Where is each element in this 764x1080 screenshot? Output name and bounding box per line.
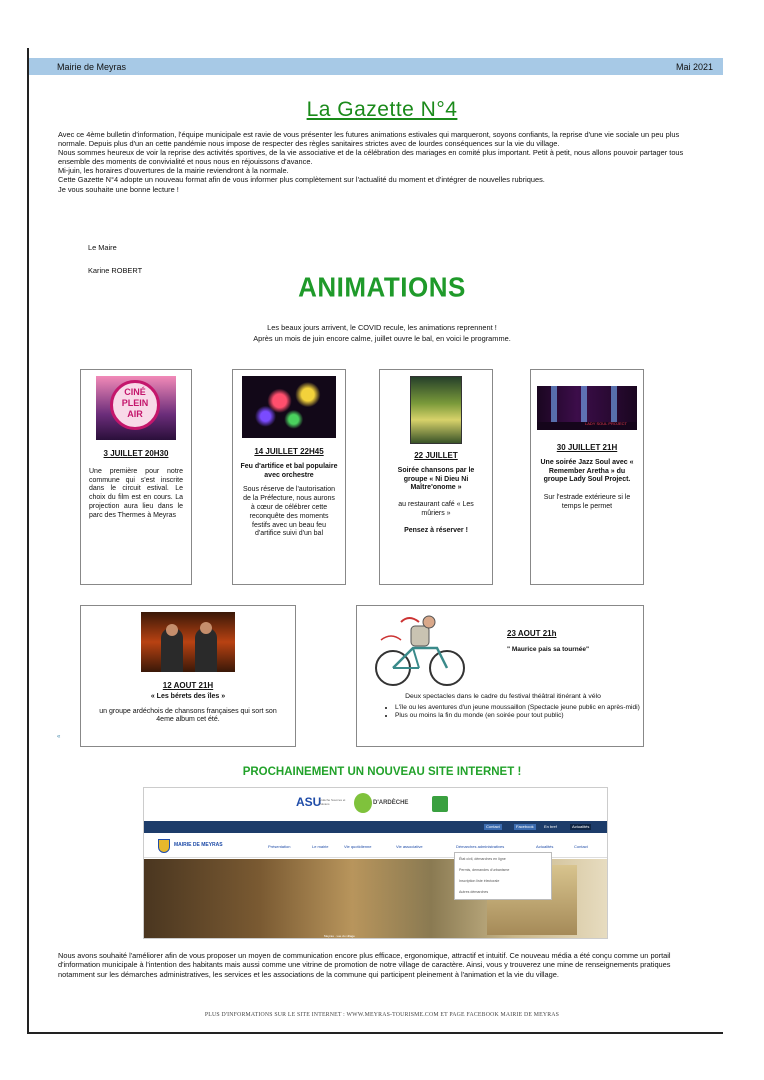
intro-paragraph: Nous sommes heureux de voir la reprise des activités sportives, de la vie associative et de la célébration des mariages en comité plus important. Petit à petit, nous allons pouvoir partager tous ensemble des moments de convivialité et nous nous en réjouissons d'avance. — [58, 148, 684, 167]
event-subtitle: " Maurice pais sa tournée" — [507, 646, 590, 653]
nav-item[interactable]: Vie associative — [396, 844, 423, 849]
event-description: Sous réserve de l'autorisation de la Préfecture, nous aurons à cœur de célébrer cette reconquête des moments festifs avec un beau feu d'artifice suivi d'un bal — [243, 486, 335, 538]
dropdown-item[interactable]: Inscription liste électorale — [459, 879, 500, 883]
topbar-link[interactable]: Actualités — [572, 824, 590, 829]
event-date: 23 AOUT 21h — [507, 629, 557, 638]
header-bar — [29, 58, 723, 75]
nav-item[interactable]: Contact — [574, 844, 588, 849]
nav-item[interactable]: Démarches administratives — [456, 844, 505, 849]
site-brand[interactable]: MAIRIE DE MEYRAS — [174, 842, 223, 848]
topbar-link[interactable]: Contact — [486, 824, 500, 829]
event-note: Pensez à réserver ! — [404, 526, 468, 534]
event-subtitle: Feu d'artifice et bal populaire avec orchestre — [240, 462, 338, 479]
jazz-band-image — [537, 386, 637, 430]
event-description: au restaurant café « Les mûriers » — [398, 501, 474, 517]
event-description: Une première pour notre commune qui s'est inscrite dans le circuit estival. Le choix du film est en cours. La projection aura lieu dans le parc des Thermes à Meyras — [89, 467, 183, 519]
event-subtitle: Une soirée Jazz Soul avec « Remember Aretha » du groupe Lady Soul Project. — [540, 458, 634, 484]
band-banner-text: LADY SOUL PROJECT — [584, 421, 627, 427]
event-date: 22 JUILLET — [414, 451, 458, 460]
nav-dropdown — [454, 852, 552, 900]
event-bullet: • Plus ou moins la fin du monde (en soirée pour tout public) — [395, 712, 641, 720]
animations-intro — [0, 323, 764, 344]
event-card-cine — [80, 369, 192, 585]
nav-item[interactable]: Présentation — [268, 844, 291, 849]
ardeche-logo-icon — [354, 793, 372, 813]
page-border-left — [27, 48, 29, 1034]
website-heading: PROCHAINEMENT UN NOUVEAU SITE INTERNET ! — [242, 766, 522, 778]
asu-logo: ASU — [296, 795, 322, 809]
event-subtitle: Soirée chansons par le groupe « Ni Dieu Ni Maître'onome » — [397, 466, 475, 492]
fireworks-image — [242, 376, 336, 438]
topbar-link[interactable]: En bref — [544, 824, 557, 829]
event-bullet: • L'île ou les aventures d'un jeune moussaillon (Spectacle jeune public en après-midi) — [395, 704, 641, 712]
event-date: 14 JUILLET 22H45 — [254, 447, 324, 456]
event-card-maurice — [356, 605, 644, 747]
meyras-crest-icon — [158, 839, 170, 853]
event-description: Sur l'estrade extérieure si le temps le permet — [543, 494, 631, 510]
header-date: Mai 2021 — [675, 61, 713, 72]
cyclist-illustration — [371, 612, 469, 690]
hero-caption: Meyras · vue du village — [324, 934, 355, 938]
animations-intro-line: Les beaux jours arrivent, le COVID recule, les animations reprennent ! — [267, 323, 497, 332]
intro-paragraph: Mi-juin, les horaires d'ouvertures de la mairie reviendront à la normale. — [58, 166, 289, 176]
musician-head — [166, 624, 178, 636]
stage-light — [581, 386, 587, 422]
animations-heading: ANIMATIONS — [298, 271, 466, 303]
stray-mark: « — [57, 734, 61, 740]
asu-logo-tagline: Ardèche Sources et Volcans — [319, 798, 346, 806]
event-bullet-list — [385, 704, 641, 720]
page-border-bottom — [27, 1032, 723, 1034]
dropdown-item[interactable]: État civil, démarches en ligne — [459, 857, 506, 861]
duo-musicians-image — [141, 612, 235, 672]
musician-head — [200, 622, 212, 634]
intro-paragraph: Avec ce 4ème bulletin d'information, l'équipe municipale est ravie de vous présenter les futures animations estivales qui marqueront, soyons confiants, la reprise d'une vie sociale un peu plus normale. Depuis plus d'un an cette pandémie nous impose de respecter des règles sanitaires strictes avec de lourdes conséquences sur la vie du village. — [58, 130, 680, 149]
event-card-berets — [80, 605, 296, 747]
stage-light — [611, 386, 617, 422]
green-logo-icon — [432, 796, 448, 812]
event-date: 12 AOUT 21H — [162, 681, 214, 690]
dropdown-item[interactable]: Permis, demandes d'urbanisme — [459, 868, 510, 872]
band-poster-image — [410, 376, 462, 444]
musician-figure — [195, 628, 217, 672]
intro-paragraph: Je vous souhaite une bonne lecture ! — [58, 184, 179, 194]
site-topbar — [144, 821, 607, 833]
stage-light — [551, 386, 557, 422]
website-description: Nous avons souhaité l'améliorer afin de vous proposer un moyen de communication encore plus efficace, ergonomique, attractif et intuitif. Ce nouveau média a été conçu comme un portail d'information municipale à l'intention des habitants mais aussi comme une vitrine de promotion de notre village de caractère. Ainsi, vous y trouverez une mine de renseignements pratiques notamment sur les démarches administratives, les services et les associations de la commune qui participent pleinement à l'animation et la vie du village. — [58, 951, 671, 979]
nav-item[interactable]: Vie quotidienne — [344, 844, 372, 849]
nav-item[interactable]: Le mairie — [312, 844, 329, 849]
dropdown-item[interactable]: Autres démarches — [459, 890, 489, 894]
event-date: 30 JUILLET 21H — [556, 443, 618, 452]
animations-intro-line: Après un mois de juin encore calme, juillet ouvre le bal, en voici le programme. — [253, 333, 511, 343]
event-card-chansons — [379, 369, 493, 585]
intro-text — [58, 130, 698, 194]
website-screenshot — [143, 787, 608, 939]
topbar-link[interactable]: Facebook — [516, 824, 534, 829]
signature-role: Le Maire — [88, 243, 117, 252]
ardeche-logo-text: D'ARDÈCHE — [373, 800, 409, 806]
cine-poster-text: CINÉ PLEIN AIR — [121, 387, 149, 419]
header-mairie: Mairie de Meyras — [57, 61, 127, 72]
event-description: un groupe ardéchois de chansons françaises qui sort son 4eme album cet été. — [99, 707, 277, 724]
signature-name: Karine ROBERT — [88, 266, 143, 275]
intro-paragraph: Cette Gazette N°4 adopte un nouveau format afin de vous informer plus complètement sur l'actualité du moment et d'intégrer de nouvelles rubriques. — [58, 175, 545, 185]
event-date: 3 JUILLET 20H30 — [103, 449, 169, 458]
event-card-jazz — [530, 369, 644, 585]
gazette-title: La Gazette N°4 — [306, 98, 458, 121]
footer-info: PLUS D'INFORMATIONS SUR LE SITE INTERNET : WWW.MEYRAS-TOURISME.COM ET PAGE FACEBOOK MAIRIE DE MEYRAS — [204, 1012, 560, 1018]
cine-poster-image — [96, 376, 176, 440]
event-card-fireworks — [232, 369, 346, 585]
event-description: Deux spectacles dans le cadre du festival théâtral itinérant à vélo — [405, 693, 601, 700]
nav-item[interactable]: Actualités — [536, 844, 554, 849]
event-subtitle: « Les bérets des îles » — [150, 692, 226, 700]
